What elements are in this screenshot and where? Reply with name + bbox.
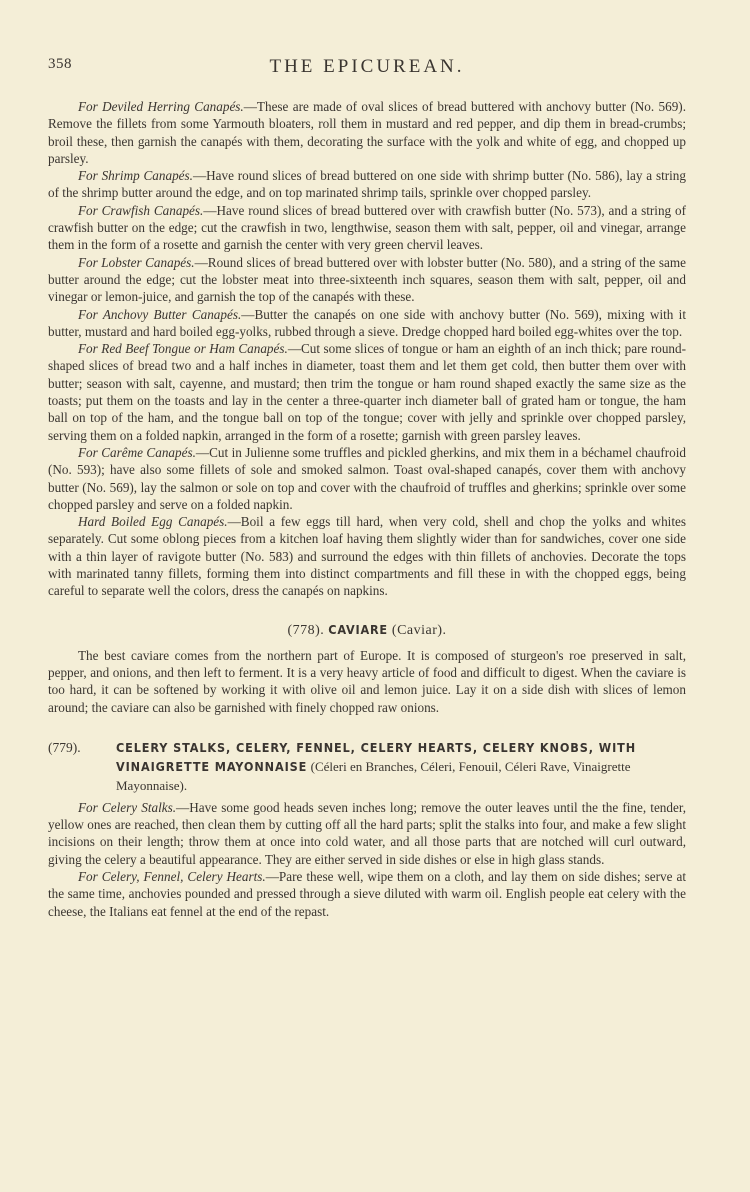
section-title-continuation (48, 757, 686, 795)
section-heading-celery (48, 738, 686, 795)
section-title-line-1: CELERY STALKS, CELERY, FENNEL, CELERY HEARTS, CELERY KNOBS, WITH (116, 739, 637, 755)
paragraph-lead: For Red Beef Tongue or Ham Canapés. (78, 341, 288, 357)
paragraph-crawfish (48, 202, 686, 254)
section-title-line-2: VINAIGRETTE MAYONNAISE (116, 758, 308, 774)
paragraph-lead: For Carême Canapés. (78, 444, 196, 460)
paragraph-shrimp (48, 167, 686, 202)
paragraph-lead: For Celery, Fennel, Celery Hearts. (78, 868, 266, 884)
paragraph-celery-stalks (48, 799, 686, 868)
section-subtitle: (Caviar). (391, 622, 447, 638)
paragraph-lead: For Celery Stalks. (78, 799, 177, 815)
paragraph-lobster (48, 254, 686, 306)
paragraph-lead: For Lobster Canapés. (78, 254, 195, 270)
paragraph-celery-fennel (48, 868, 686, 920)
paragraph-caviare: The best caviare comes from the northern part of Europe. It is composed of sturgeon's roe preserved in salt, pepper, and onions, and then left to ferment. It is a very heavy article of food and difficult to digest. When the caviare is too hard, it can be softened by working it with olive oil and lemon juice. Lay it on a side dish with slices of lemon around; the caviare can also be garnished with finely chopped raw onions. (48, 647, 686, 715)
paragraph-lead: For Crawfish Canapés. (78, 202, 204, 218)
paragraph-careme (48, 444, 686, 513)
paragraph-text: —Have some good heads seven inches long; remove the outer leaves until the the fine, tender, yellow ones are reached, then clean them by cutting off all the hard parts; split the stalks into four, and make a few slight incisions on their length; throw them at once into cold water, and all those parts that are notched will curl outward, giving the celery a beautiful appearance. They are either served in side dishes or else in high glass stands. (48, 799, 686, 867)
paragraph-text: —Butter the canapés on one side with anchovy butter (No. 569), mixing with it butter, mustard and hard boiled egg-yolks, rubbed through a sieve. Dredge chopped hard boiled egg-whites over the top. (48, 306, 687, 339)
paragraph-text: —Cut in Julienne some truffles and pickled gherkins, and mix them in a béchamel chaufroid (No. 593); have also some fillets of sole and smoked salmon. Toast oval-shaped canapés, cover them with anchovy butter (No. 569), lay the salmon or sole on top and cover with the chaufroid of truffles and gherkins; sprinkle over some chopped parsley and serve on a folded napkin. (48, 444, 686, 512)
paragraph-hard-boiled-egg (48, 513, 686, 599)
paragraph-text: —These are made of oval slices of bread buttered with anchovy butter (No. 569). Remove the fillets from some Yarmouth bloaters, roll them in mustard and red pepper, and dip them in bread-crumbs; broil these, then garnish the canapés with them, decorating the surface with the yolk and white of egg, and chopped up parsley. (48, 99, 686, 166)
page-body (48, 98, 686, 920)
paragraph-lead: For Anchovy Butter Canapés. (78, 306, 242, 322)
paragraph-text: —Round slices of bread buttered over with lobster butter (No. 580), and a string of the same butter around the edge; cut the lobster meat into three-sixteenth inch squares, season them with salt, pepper, oil and vinegar or lemon-juice, and garnish the top of the canapés with these. (48, 254, 686, 305)
paragraph-text: —Have round slices of bread buttered over with crawfish butter (No. 573), and a string of crawfish butter on the edge; cut the crawfish in two, lengthwise, season them with salt, pepper, oil and vinegar, arrange them in the form of a rosette and garnish the center with very green chervil leaves. (48, 202, 686, 253)
paragraph-text: —Boil a few eggs till hard, when very cold, shell and chop the yolks and whites separately. Cut some oblong pieces from a kitchen loaf having them slightly wider than for sandwiches, cover one side with a thin layer of ravigote butter (No. 583) and surround the edges with thin fillets of anchovies. Decorate the tops with marinated tanny fillets, forming them into distinct compartments and fill these in with the chopped eggs, being careful to separate well the colors, dress the canapés on napkins. (48, 514, 686, 599)
paragraph-lead: Hard Boiled Egg Canapés. (78, 514, 228, 530)
page-number: 358 (48, 56, 72, 72)
paragraph-text: —Pare these well, wipe them on a cloth, and lay them on side dishes; serve at the same time, anchovies pounded and pressed through a sieve diluted with warm oil. English people eat celery with the cheese, the Italians eat fennel at the end of the repast. (48, 868, 686, 919)
section-french-title: (Céleri en Branches, Céleri, Fenouil, Céleri Rave, Vinaigrette Mayonnaise). (116, 758, 631, 793)
paragraph-lead: For Deviled Herring Canapés. (78, 99, 244, 114)
section-number: (778). (287, 622, 325, 638)
page-header (48, 56, 686, 86)
paragraph-deviled-herring (48, 98, 686, 167)
paragraph-anchovy-butter (48, 306, 686, 341)
paragraph-beef-tongue (48, 340, 686, 444)
running-title: THE EPICUREAN. (269, 56, 465, 77)
paragraph-text: —Cut some slices of tongue or ham an eighth of an inch thick; pare round-shaped slices of bread two and a half inches in diameter, toast them and let them get cold, then butter them over with butter; season with salt, cayenne, and mustard; then trim the tongue or ham round shaped exactly the same size as the toasts; put them on the toasts and lay in the center a three-quarter inch diameter ball of grated ham or tongue, the ham ball on top of the ham, and the tongue ball on top of the tongue; cover with jelly and sprinkle over chopped parsley, serving them on a folded napkin, arranged in the form of a rosette; garnish with green parsley leaves. (48, 341, 686, 443)
paragraph-lead: For Shrimp Canapés. (78, 168, 193, 184)
section-number: (779). (48, 739, 81, 755)
section-heading-caviare (48, 622, 686, 639)
paragraph-text: —Have round slices of bread buttered on one side with shrimp butter (No. 586), lay a string of the shrimp butter around the edge, and on top marinated shrimp tails, sprinkle over chopped parsley. (48, 168, 686, 201)
section-title: CAVIARE (328, 621, 388, 637)
